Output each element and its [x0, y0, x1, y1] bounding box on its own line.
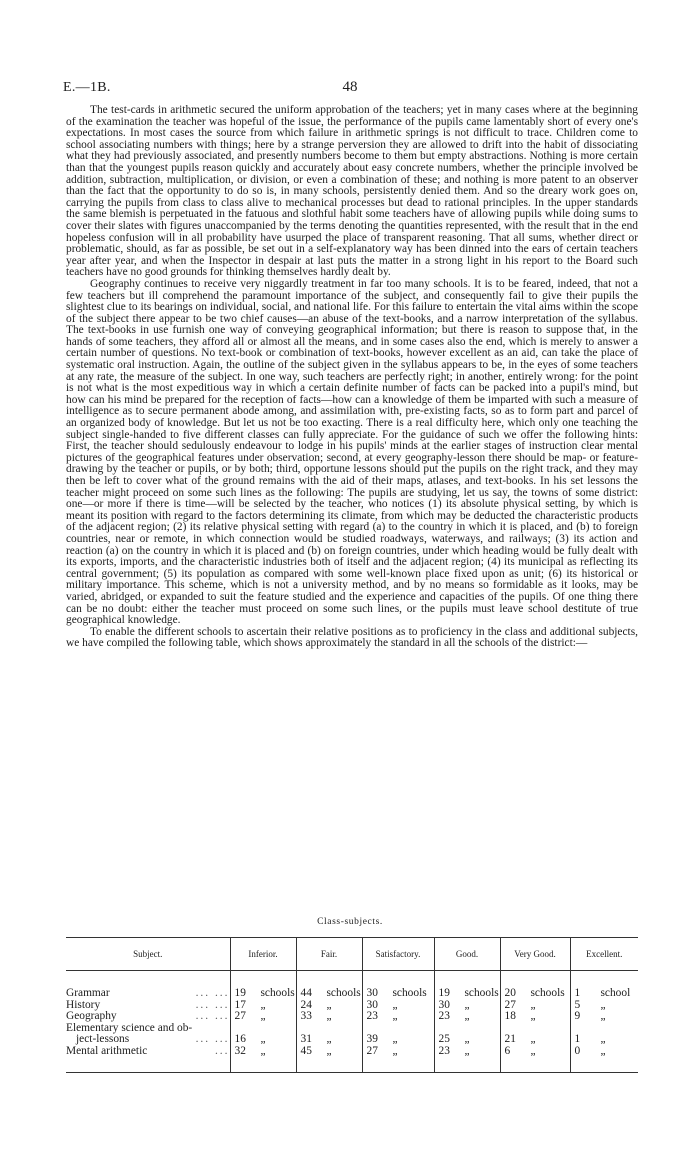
count-unit: „ [392, 1010, 398, 1023]
count-cell [296, 971, 362, 1000]
leader-dots: ... ... [195, 1033, 230, 1046]
document-code: E.—1B. [63, 80, 111, 95]
school-count: 9 [574, 1010, 581, 1023]
count-unit: „ [464, 1033, 470, 1046]
subject-name: Mental arithmetic [66, 1044, 148, 1057]
count-unit: schools [260, 987, 295, 999]
subject-name: Grammar [66, 987, 110, 999]
column-header-inferior: Inferior. [230, 938, 296, 971]
count-cell [570, 971, 638, 1000]
count-unit: schools [464, 987, 499, 999]
table-row [66, 1046, 638, 1072]
school-count: 20 [504, 987, 516, 999]
column-header-good: Good. [434, 938, 500, 971]
column-header-fair: Fair. [296, 938, 362, 971]
count-cell [570, 1023, 638, 1046]
count-unit: „ [392, 1044, 398, 1057]
count-unit: „ [600, 1010, 606, 1023]
school-count: 31 [300, 1033, 312, 1046]
count-cell [570, 1046, 638, 1072]
subject-cell [66, 1023, 230, 1046]
paragraph-geography: Geography continues to receive very niggardly treatment in far too many schools. It is to be feared, indeed, that not a few teachers but ill comprehend the paramount importance of the subject, and consequently fail to give their pupils the slightest clue to its bearings on individual, social, and national life. For this failure to entertain the vital aims within the scope of the subject there appear to be two chief causes—an abuse of the text-books, and a narrow interpretation of the syllabus. The text-books in use furnish one way of conveying geographical information; but there is reason to suppose that, in the hands of some teachers, they afford all or almost all the means, and in some cases also the end, which is merely to answer a certain number of questions. No text-book or combination of text-books, however excellent as an aid, can take the place of systematic oral instruction. Again, the outline of the subject given in the syllabus appears to be, in the eyes of some teachers at any rate, the measure of the subject. In one way, such teachers are perfectly right; in another, entirely wrong: for the point is not what is the most expeditious way in which a certain definite number of facts can be packed into a pupil's mind, but how can his mind be prepared for the reception of facts—how can a knowledge of them be imparted with such a measure of intelligence as to secure permanent abode among, and assimilation with, pre-existing facts, so as to form part and parcel of an organized body of knowledge. But let us not be too exacting. There is a real difficulty here, which only one teaching the subject single-handed to five different classes can fully appreciate. For the guidance of such we offer the following hints: First, the teacher should sedulously endeavour to lodge in his pupils' minds at the earlier stages of instruction clear mental pictures of the geographical features under observation; second, at every geography-lesson there should be map- or feature-drawing by the teacher or pupils, or by both; third, opportune lessons should put the pupils on the right track, and they may then be left to cover what of the ground remains with the aid of their maps, atlases, and text-books. In his set lessons the teacher might proceed on some such lines as the following: The pupils are studying, let us say, the towns of some district: one—or more if there is time—will be selected by the teacher, who notices (1) its absolute physical setting, by which is meant its position with regard to the factors determining its climate, from which may be deducted the characteristic products of the adjacent region; (2) its relative physical setting with regard (a) to the country in which it is placed, and (b) to foreign countries, near or remote, in which connection would be studied roadways, waterways, and railways; (3) its action and reaction (a) on the country in which it is placed and (b) on foreign countries, under which heading would be fully dealt with its exports, imports, and the characteristic industries both of itself and the adjacent region; (4) its municipal as reflecting its central government; (5) its population as compared with some well-known place fixed upon as unit; (6) its historical or military importance. This scheme, which is not a university method, and by no means so formidable as it looks, may be varied, abridged, or expanded to suit the feature studied and the experience and capacities of the pupils. Of one thing there can be no doubt: either the teacher must proceed on some such lines, or the pupils must leave school destitute of true geographical knowledge. [66, 277, 638, 627]
subject-name: Geography [66, 1010, 117, 1023]
count-cell [500, 1046, 570, 1072]
column-header-subject: Subject. [66, 938, 230, 971]
count-unit: „ [600, 1044, 606, 1057]
count-unit: „ [260, 1010, 266, 1023]
count-cell [434, 1011, 500, 1023]
count-unit: schools [392, 987, 427, 999]
school-count: 19 [234, 987, 246, 999]
count-cell [362, 1046, 434, 1072]
leader-dots: ... ... [195, 987, 230, 999]
count-cell [434, 971, 500, 1000]
count-cell [362, 971, 434, 1000]
count-unit: „ [392, 998, 398, 1011]
school-count: 6 [504, 1044, 511, 1057]
page-number: 48 [342, 79, 358, 95]
column-header-excellent: Excellent. [570, 938, 638, 971]
count-unit: „ [326, 998, 332, 1011]
subject-cell [66, 1046, 230, 1072]
count-cell [296, 1011, 362, 1023]
school-count: 21 [504, 1033, 516, 1046]
count-cell [362, 1023, 434, 1046]
leader-dots: ... [214, 1044, 230, 1057]
count-unit: „ [260, 1033, 266, 1046]
school-count: 30 [366, 987, 378, 999]
column-header-very-good: Very Good. [500, 938, 570, 971]
count-unit: „ [600, 998, 606, 1011]
count-unit: „ [464, 1044, 470, 1057]
school-count: 32 [234, 1044, 246, 1057]
paragraph-table-intro: To enable the different schools to ascertain their relative positions as to proficiency in the class and additional subjects, we have compiled the following table, which shows approximately the standard in all the schools of the district:— [66, 625, 638, 650]
count-cell [434, 1023, 500, 1046]
school-count: 27 [234, 1010, 246, 1023]
subject-cell [66, 971, 230, 1000]
paragraph-arithmetic: The test-cards in arithmetic secured the uniform approbation of the teachers; yet in many cases where at the beginning of the examination the teacher was hopeful of the issue, the performance of the pupils came lamentably short of every one's expectations. In most cases the source from which failure in arithmetic springs is not difficult to trace. Children come to school associating numbers with things; here by a strange perversion they are allowed to drift into the habit of dissociating what they had previously associated, and presently numbers become to them but empty abstractions. Nothing is more certain than that the youngest pupils reason quickly and accurately about easy concrete numbers, whether the principle involved be addition, subtraction, multiplication, or division, or even a combination of these; and nothing is more patent to an observer than the fact that the opportunity to do so is, in many schools, persistently denied them. And so the dreary work goes on, carrying the pupils from class to class alive to mechanical processes but dead to rational principles. In the upper standards the same blemish is perpetuated in the fatuous and slothful habit some teachers have of allowing pupils while doing sums to cover their slates with figures unaccompanied by the terms denoting the quantities represented, with the result that in the end hopeless confusion will in all probability have usurped the place of transparent reasoning. That all sums, whether direct or problematic, should, as far as possible, be set out in a self-explanatory way has been dinned into the ears of certain teachers year after year, and when the Inspector in despair at last puts the matter in a strong light in his report to the Board such teachers have no good grounds for thinking themselves hardly dealt by. [66, 104, 638, 279]
count-cell [500, 1023, 570, 1046]
count-unit: „ [530, 1010, 536, 1023]
school-count: 17 [234, 998, 246, 1011]
school-count: 19 [438, 987, 450, 999]
school-count: 45 [300, 1044, 312, 1057]
count-unit: „ [326, 1044, 332, 1057]
school-count: 30 [366, 998, 378, 1011]
count-unit: „ [600, 1033, 606, 1046]
column-header-satisfactory: Satisfactory. [362, 938, 434, 971]
table-row [66, 1000, 638, 1012]
count-cell [230, 1023, 296, 1046]
school-count: 18 [504, 1010, 516, 1023]
count-cell [570, 1011, 638, 1023]
school-count: 23 [438, 1044, 450, 1057]
subject-name: ject-lessons [76, 1033, 130, 1046]
leader-dots: ... ... [195, 1010, 230, 1023]
table-title: Class-subjects. [317, 917, 383, 927]
school-count: 23 [366, 1010, 378, 1023]
school-count: 23 [438, 1010, 450, 1023]
count-cell [296, 1046, 362, 1072]
count-unit: „ [464, 1010, 470, 1023]
school-count: 5 [574, 998, 581, 1011]
school-count: 27 [366, 1044, 378, 1057]
table-header-row [66, 938, 638, 971]
count-unit: „ [530, 998, 536, 1011]
school-count: 44 [300, 987, 312, 999]
table-row [66, 971, 638, 1000]
count-unit: „ [464, 998, 470, 1011]
count-unit: „ [260, 998, 266, 1011]
count-cell [500, 971, 570, 1000]
count-unit: schools [326, 987, 361, 999]
count-cell [230, 1046, 296, 1072]
table-row [66, 1023, 638, 1046]
count-unit: „ [530, 1033, 536, 1046]
count-cell [230, 1011, 296, 1023]
school-count: 24 [300, 998, 312, 1011]
body-text [66, 105, 638, 650]
count-cell [434, 1046, 500, 1072]
count-unit: school [600, 987, 631, 999]
leader-dots: ... ... [195, 998, 230, 1011]
count-cell [230, 971, 296, 1000]
school-count: 33 [300, 1010, 312, 1023]
count-cell [362, 1011, 434, 1023]
count-unit: „ [326, 1010, 332, 1023]
school-count: 25 [438, 1033, 450, 1046]
count-unit: „ [260, 1044, 266, 1057]
count-cell [296, 1023, 362, 1046]
subject-name: Elementary science and ob- [66, 1021, 193, 1034]
school-count: 1 [574, 1033, 581, 1046]
school-count: 16 [234, 1033, 246, 1046]
school-count: 0 [574, 1044, 581, 1057]
school-count: 39 [366, 1033, 378, 1046]
subject-name: History [66, 998, 101, 1011]
class-subjects-table [66, 937, 638, 1073]
count-unit: „ [326, 1033, 332, 1046]
school-count: 30 [438, 998, 450, 1011]
count-cell [500, 1011, 570, 1023]
school-count: 1 [574, 987, 581, 999]
count-unit: „ [392, 1033, 398, 1046]
school-count: 27 [504, 998, 516, 1011]
count-unit: schools [530, 987, 565, 999]
count-unit: „ [530, 1044, 536, 1057]
table-body [66, 971, 638, 1073]
